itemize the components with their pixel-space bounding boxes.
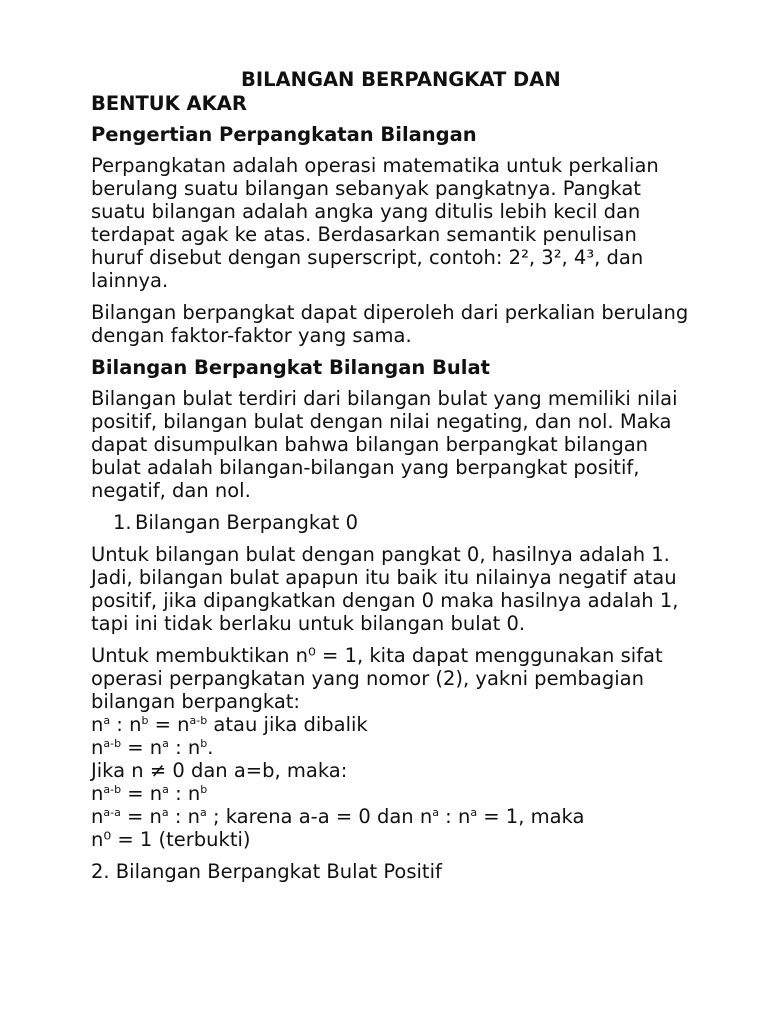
formula-text: n [91,713,104,736]
paragraph-bulat-1: Bilangan bulat terdiri dari bilangan bulat yang memiliki nilai positif, bilangan bulat dengan nilai negating, dan nol. Maka dapat disumpulkan bahwa bilangan berpangkat bilangan bulat adalah bilangan-bilangan yang berpangkat positif, negatif, dan nol. [91,387,678,502]
formula-line-4 [91,782,691,805]
formula-exponent: a [103,714,111,727]
formula-exponent: a [162,737,169,750]
heading-pengertian: Pengertian Perpangkatan Bilangan [91,123,477,146]
formula-text: = n [121,736,163,759]
formula-exponent: b [200,737,208,750]
formula-text: = n [120,805,162,828]
formula-text: : n [168,736,201,759]
formula-exponent: b [141,714,149,727]
list-item-label: Bilangan Berpangkat 0 [135,511,359,534]
title-line-2: BENTUK AKAR [91,92,247,115]
formula-exponent: a [162,783,169,796]
formula-text: : n [168,805,200,828]
formula-text: = 1, maka [477,805,585,828]
formula-text: n [91,805,104,828]
document-title [91,68,691,116]
heading-bilangan-bulat: Bilangan Berpangkat Bilangan Bulat [91,356,490,379]
proof-block [91,644,691,851]
formula-exponent: a-a [103,806,121,819]
paragraph-pengertian-1: Perpangkatan adalah operasi matematika untuk perkalian berulang suatu bilangan sebanyak pangkatnya. Pangkat suatu bilangan adalah angka yang ditulis lebih kecil dan terdapat agak ke atas. Berdasarkan semantik penulisan huruf disebut dengan superscript, contoh: 2², 3², 4³, dan lainnya. [91,154,659,292]
formula-text: ; karena a-a = 0 dan n [206,805,433,828]
formula-exponent: a-b [103,783,122,796]
list-item-2: 2. Bilangan Berpangkat Bulat Positif [91,860,442,883]
formula-line-5 [91,805,691,828]
formula-line-2 [91,736,691,759]
formula-text: = n [121,782,163,805]
formula-text: = n [148,713,190,736]
paragraph-pengertian-2: Bilangan berpangkat dapat diperoleh dari perkalian berulang dengan faktor-faktor yang sama. [91,301,689,347]
formula-text: n [91,736,104,759]
formula-exponent: a-b [103,737,122,750]
formula-text: atau jika dibalik [207,713,368,736]
formula-text: : n [110,713,142,736]
list-item-1 [113,511,691,534]
document-body [91,68,691,883]
formula-exponent: a [432,806,439,819]
title-line-1: BILANGAN BERPANGKAT DAN [241,68,561,91]
formula-exponent: a [200,806,207,819]
formula-exponent: b [200,783,208,796]
formula-line-1 [91,713,691,736]
formula-text: : n [168,782,201,805]
formula-exponent: a [470,806,478,819]
formula-line-3: Jika n ≠ 0 dan a=b, maka: [91,759,348,782]
paragraph-bulat-2: Untuk bilangan bulat dengan pangkat 0, hasilnya adalah 1. Jadi, bilangan bulat apapun itu baik itu nilainya negatif atau positif, jika dipangkatkan dengan 0 maka hasilnya adalah 1, tapi ini tidak berlaku untuk bilangan bulat 0. [91,543,679,635]
formula-exponent: a-b [189,714,208,727]
formula-text: : n [438,805,471,828]
formula-text: . [207,736,214,759]
formula-exponent: a [161,806,169,819]
formula-text: n [91,782,104,805]
list-number: 1. [113,511,132,534]
proof-intro: Untuk membuktikan n⁰ = 1, kita dapat menggunakan sifat operasi perpangkatan yang nomor (2), yakni pembagian bilangan berpangkat: [91,644,663,713]
formula-line-6: n⁰ = 1 (terbukti) [91,828,251,851]
